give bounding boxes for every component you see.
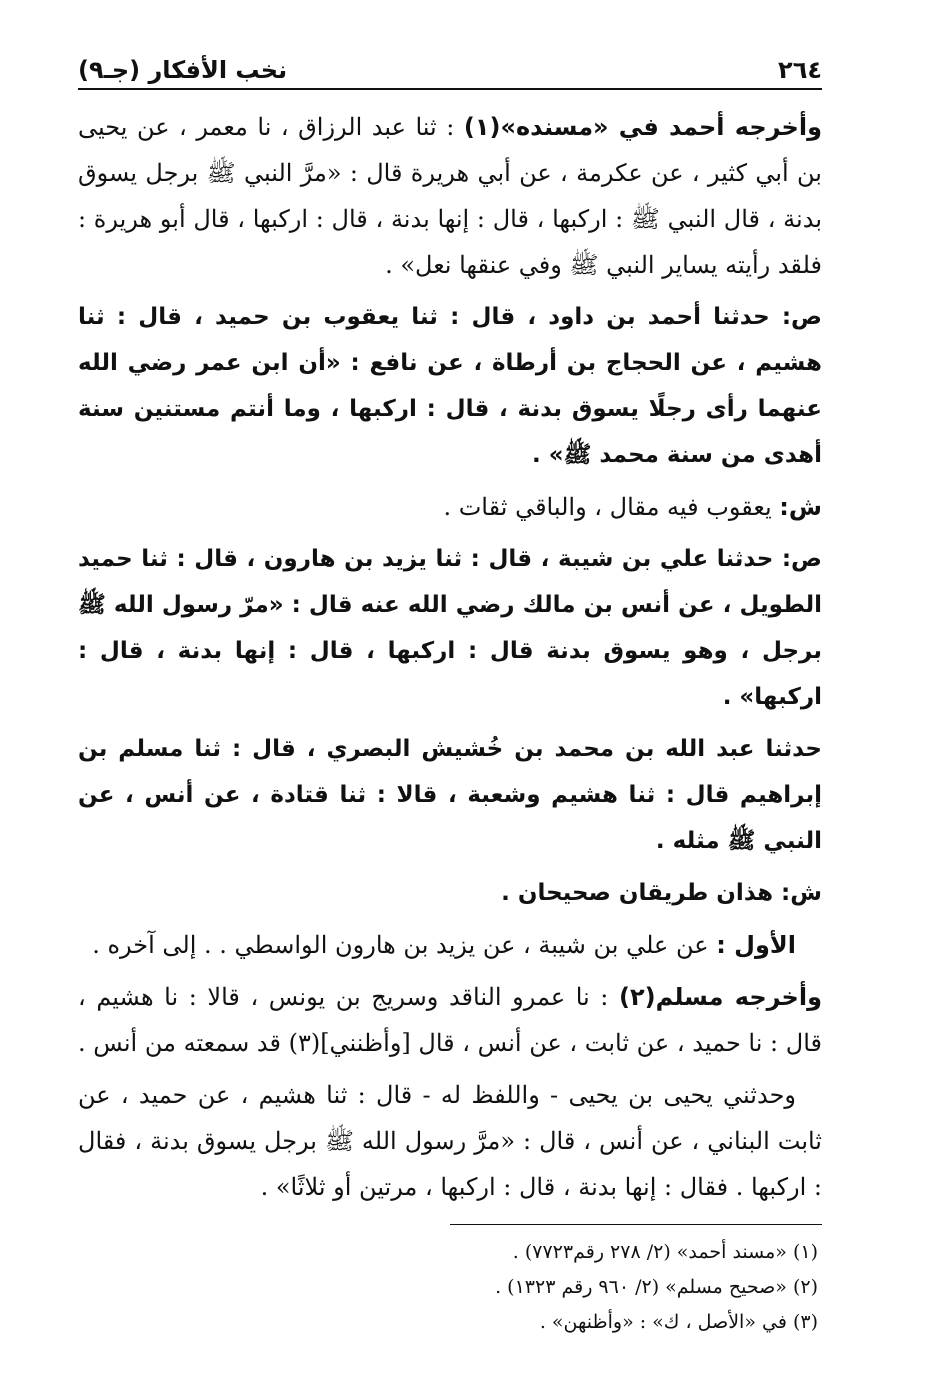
paragraph-lead: وأخرجه مسلم(٢): [618, 983, 822, 1011]
paragraph-muslim: [78, 974, 822, 1066]
footnote-1: (١) «مسند أحمد» (٢/ ٢٧٨ رقم٧٧٢٣) .: [512, 1241, 818, 1263]
header-rule: [78, 88, 822, 90]
paragraph-text: حدثنا عبد الله بن محمد بن خُشيش البصري ، قال : ثنا مسلم بن إبراهيم قال : ثنا هشيم وشعبة ، قالا : ثنا قتادة ، عن أنس ، عن النبي ﷺ مثله .: [78, 736, 822, 854]
paragraph-sharh-yaqub: [78, 484, 822, 530]
paragraph-text: يعقوب فيه مقال ، والباقي ثقات .: [443, 493, 780, 521]
paragraph-abdullah-khushaysh: [78, 726, 822, 864]
paragraph-text: ص: حدثنا علي بن شيبة ، قال : ثنا يزيد بن هارون ، قال : ثنا حميد الطويل ، عن أنس بن مالك رضي الله عنه قال : «مرّ رسول الله ﷺ برجل ، وهو يسوق بدنة قال : اركبها ، قال : إنها بدنة ، قال : اركبها» .: [78, 546, 822, 710]
paragraph-text: : ثنا عبد الرزاق ، نا معمر ، عن يحيى بن أبي كثير ، عن عكرمة ، عن أبي هريرة قال : «مرَّ النبي ﷺ برجل يسوق بدنة ، قال النبي ﷺ : اركبها ، قال : إنها بدنة ، قال : اركبها ، قال أبو هريرة : فلقد رأيته يساير النبي ﷺ وفي عنقها نعل» .: [78, 113, 822, 279]
paragraph-text: : نا عمرو الناقد وسريج بن يونس ، قالا : نا هشيم ، قال : نا حميد ، عن ثابت ، عن أنس ، قال [وأظنني](٣) قد سمعته من أنس .: [77, 983, 822, 1057]
footnote-2: (٢) «صحيح مسلم» (٢/ ٩٦٠ رقم ١٣٢٣) .: [495, 1276, 818, 1298]
paragraph-first-way: [78, 922, 822, 968]
paragraph-musnad-ahmad: [78, 104, 822, 288]
paragraph-lead: وأخرجه أحمد في «مسنده»(١): [463, 113, 822, 141]
page-header: [78, 40, 822, 84]
paragraph-lead: الأول :: [716, 931, 796, 959]
book-title: نخب الأفكار (جـ٩): [78, 56, 288, 84]
footnotes: [78, 1235, 822, 1340]
paragraph-sad-ibn-umar: [78, 294, 822, 478]
paragraph-yahya: [78, 1072, 822, 1210]
paragraph-sharh-two-ways: [78, 870, 822, 916]
paragraph-text: ش: هذان طريقان صحيحان .: [501, 880, 822, 906]
paragraph-text: عن علي بن شيبة ، عن يزيد بن هارون الواسطي . . إلى آخره .: [92, 931, 717, 959]
paragraph-lead: ش:: [779, 493, 822, 521]
paragraph-text: ص: حدثنا أحمد بن داود ، قال : ثنا يعقوب بن حميد ، قال : ثنا هشيم ، عن الحجاج بن أرطاة ، عن نافع : «أن ابن عمر رضي الله عنهما رأى رجلًا يسوق بدنة ، قال : اركبها ، وما أنتم مستنين سنة أهدى من سنة محمد ﷺ» .: [78, 304, 822, 468]
page-number: ٢٦٤: [778, 56, 822, 84]
book-page: [78, 40, 822, 1340]
paragraph-sad-anas: [78, 536, 822, 720]
footnote-3: (٣) في «الأصل ، ك» : «وأظنهن» .: [539, 1311, 818, 1333]
footnote-rule: [450, 1224, 822, 1225]
paragraph-text: وحدثني يحيى بن يحيى - واللفظ له - قال : ثنا هشيم ، عن حميد ، عن ثابت البناني ، عن أنس ، قال : «مرَّ رسول الله ﷺ برجل يسوق بدنة ، فقال : اركبها . فقال : إنها بدنة ، قال : اركبها ، مرتين أو ثلاثًا» .: [78, 1081, 822, 1201]
